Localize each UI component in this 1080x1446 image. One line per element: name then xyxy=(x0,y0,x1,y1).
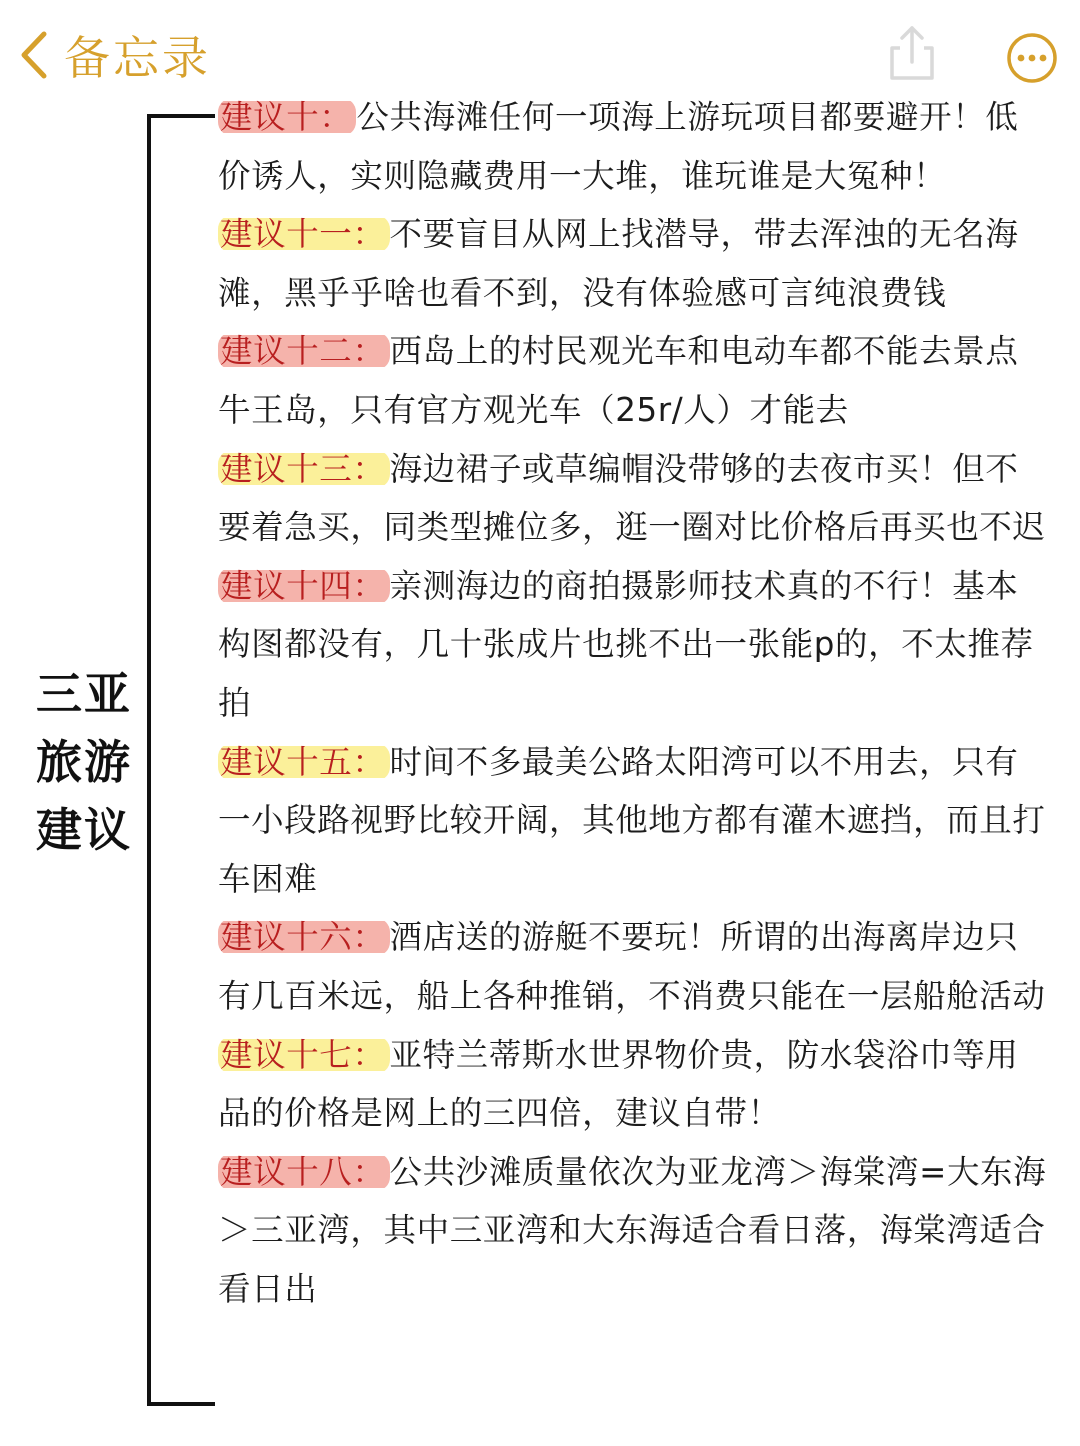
tip-text: 亲测海边的商拍摄影师技术真的不行！基本构图都没有，几十张成片也挑不出一张能p的，不太推荐拍 xyxy=(218,566,1034,722)
tip-label: 建议十七： xyxy=(218,1036,390,1074)
bracket-top-tick xyxy=(147,114,215,118)
share-button[interactable] xyxy=(884,24,940,82)
tip-text: 亚特兰蒂斯水世界物价贵，防水袋浴巾等用品的价格是网上的三四倍，建议自带！ xyxy=(218,1035,1019,1133)
side-title-line: 旅游 xyxy=(36,735,132,789)
side-title xyxy=(36,660,136,864)
tip-item xyxy=(218,88,1050,205)
tip-item xyxy=(218,733,1050,909)
tip-item xyxy=(218,1143,1050,1319)
bracket-bottom-tick xyxy=(147,1402,215,1406)
tip-label: 建议十六： xyxy=(218,918,390,956)
tip-text: 公共海滩任何一项海上游玩项目都要避开！低价诱人，实则隐藏费用一大堆，谁玩谁是大冤种！ xyxy=(218,98,1019,195)
back-label: 备忘录 xyxy=(64,31,211,85)
tip-label: 建议十： xyxy=(218,98,356,136)
share-icon xyxy=(884,67,940,86)
tip-item xyxy=(218,908,1050,1025)
more-icon xyxy=(1006,69,1058,88)
tip-label: 建议十八： xyxy=(218,1153,390,1191)
tip-text: 酒店送的游艇不要玩！所谓的出海离岸边只有几百米远，船上各种推销，不消费只能在一层船舱活动 xyxy=(218,918,1046,1015)
tip-text: 海边裙子或草编帽没带够的去夜市买！但不要着急买，同类型摊位多，逛一圈对比价格后再买也不迟 xyxy=(218,449,1046,547)
tip-text: 西岛上的村民观光车和电动车都不能去景点牛王岛，只有官方观光车（25r/人）才能去 xyxy=(218,332,1019,429)
tip-item xyxy=(218,557,1050,733)
bracket-line xyxy=(147,114,151,1406)
side-title-line: 三亚 xyxy=(36,667,132,721)
tip-text: 不要盲目从网上找潜导，带去浑浊的无名海滩，黑乎乎啥也看不到，没有体验感可言纯浪费钱 xyxy=(218,215,1019,312)
tip-label: 建议十一： xyxy=(218,215,390,253)
tip-item xyxy=(218,1026,1050,1143)
tip-text: 时间不多最美公路太阳湾可以不用去，只有一小段路视野比较开阔，其他地方都有灌木遮挡，而且打车困难 xyxy=(218,742,1046,898)
note-content xyxy=(218,88,1050,1318)
more-button[interactable] xyxy=(1006,32,1058,84)
tip-label: 建议十三： xyxy=(218,450,390,488)
back-button[interactable] xyxy=(18,24,211,86)
tip-item xyxy=(218,322,1050,439)
tip-item xyxy=(218,440,1050,557)
tip-item xyxy=(218,205,1050,322)
side-title-line: 建议 xyxy=(36,803,132,857)
chevron-left-icon xyxy=(18,30,50,80)
tip-text: 公共沙滩质量依次为亚龙湾＞海棠湾=大东海＞三亚湾，其中三亚湾和大东海适合看日落，海棠湾适合看日出 xyxy=(218,1152,1047,1308)
tip-label: 建议十四： xyxy=(218,567,390,605)
nav-bar xyxy=(0,0,1080,100)
tip-label: 建议十二： xyxy=(218,332,390,370)
tip-label: 建议十五： xyxy=(218,743,390,781)
